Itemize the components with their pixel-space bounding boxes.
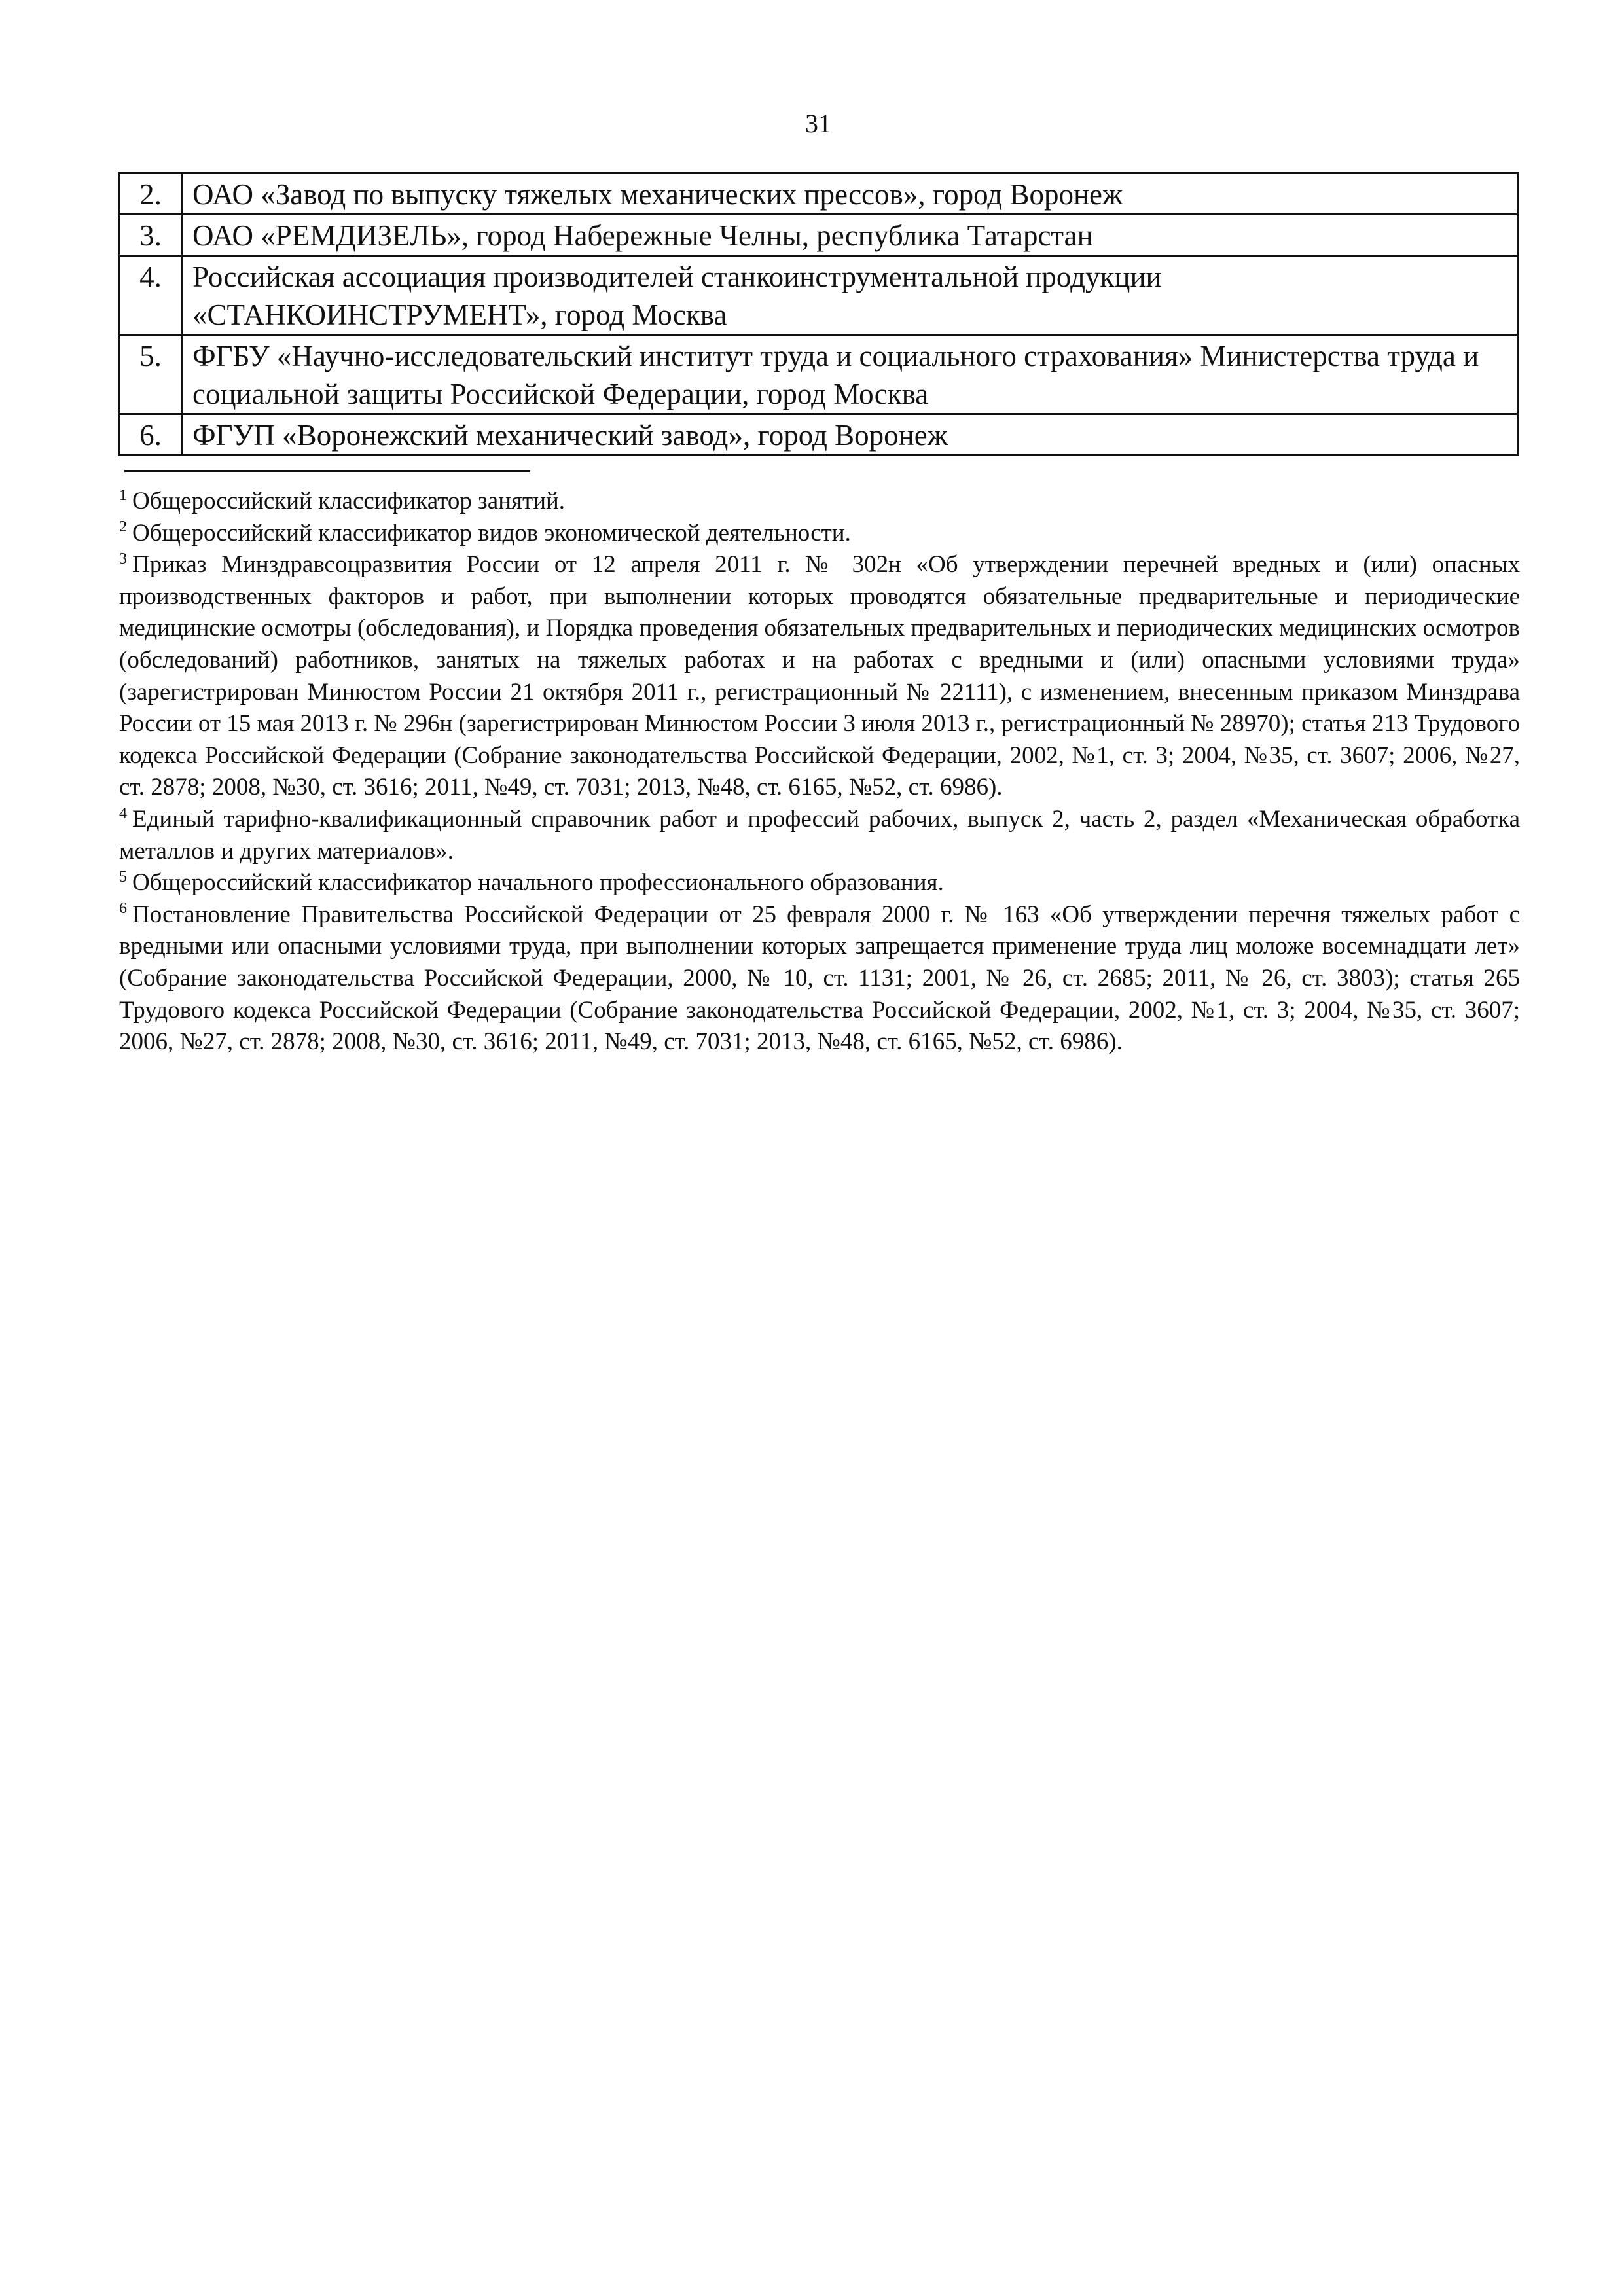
footnote-6 xyxy=(119,899,1520,1058)
footnote-marker: 5 xyxy=(119,868,127,886)
row-text: ФГУП «Воронежский механический завод», город Воронеж xyxy=(183,414,1518,456)
row-text: ОАО «Завод по выпуску тяжелых механических прессов», город Воронеж xyxy=(183,173,1518,215)
footnote-text: Единый тарифно-квалификационный справочник работ и профессий рабочих, выпуск 2, часть 2, раздел «Механическая обработка металлов и других материалов». xyxy=(119,805,1520,865)
row-number: 6. xyxy=(119,414,183,456)
footnote-text: Общероссийский классификатор видов экономической деятельности. xyxy=(132,519,851,547)
table-row xyxy=(119,256,1518,335)
row-text: Российская ассоциация производителей станкоинструментальной продукции «СТАНКОИНСТРУМЕНТ», город Москва xyxy=(183,256,1518,335)
row-number: 2. xyxy=(119,173,183,215)
footnote-marker: 6 xyxy=(119,900,127,918)
table-row xyxy=(119,215,1518,256)
footnote-marker: 4 xyxy=(119,804,127,822)
footnote-separator xyxy=(124,470,530,472)
footnote-text: Постановление Правительства Российской Федерации от 25 февраля 2000 г. № 163 «Об утверждении перечня тяжелых работ с вредными или опасными условиями труда, при выполнении которых запрещается применение труда лиц моложе восемнадцати лет» (Собрание законодательства Российской Федерации, 2000, № 10, ст. 1131; 2001, № 26, ст. 2685; 2011, № 26, ст. 3803); статья 265 Трудового кодекса Российской Федерации (Собрание законодательства Российской Федерации, 2002, №1, ст. 3; 2004, №35, ст. 3607; 2006, №27, ст. 2878; 2008, №30, ст. 3616; 2011, №49, ст. 7031; 2013, №48, ст. 6165, №52, ст. 6986). xyxy=(119,901,1520,1056)
row-text: ФГБУ «Научно-исследовательский институт труда и социального страхования» Министерства труда и социальной защиты Российской Федерации, город Москва xyxy=(183,335,1518,414)
page-number: 31 xyxy=(805,109,831,138)
footnote-2 xyxy=(119,518,1520,550)
footnote-text: Приказ Минздравсоцразвития России от 12 апреля 2011 г. № 302н «Об утверждении перечней вредных и (или) опасных производственных факторов и работ, при выполнении которых проводятся обязательные предварительные и периодические медицинские осмотры (обследования), и Порядка проведения обязательных предварительных и периодических медицинских осмотров (обследований) работников, занятых на тяжелых работах и на работах с вредными и (или) опасными условиями труда» (зарегистрирован Минюстом России 21 октября 2011 г., регистрационный № 22111), с изменением, внесенным приказом Минздрава России от 15 мая 2013 г. № 296н (зарегистрирован Минюстом России 3 июля 2013 г., регистрационный № 28970); статья 213 Трудового кодекса Российской Федерации (Собрание законодательства Российской Федерации, 2002, №1, ст. 3; 2004, №35, ст. 3607; 2006, №27, ст. 2878; 2008, №30, ст. 3616; 2011, №49, ст. 7031; 2013, №48, ст. 6165, №52, ст. 6986). xyxy=(119,551,1520,801)
organizations-table xyxy=(118,172,1519,456)
row-number: 5. xyxy=(119,335,183,414)
row-text: ОАО «РЕМДИЗЕЛЬ», город Набережные Челны, республика Татарстан xyxy=(183,215,1518,256)
footnote-1 xyxy=(119,486,1520,518)
table-row xyxy=(119,173,1518,215)
row-number: 3. xyxy=(119,215,183,256)
footnote-3 xyxy=(119,549,1520,804)
footnotes-section xyxy=(119,486,1520,1058)
table-row xyxy=(119,335,1518,414)
footnote-marker: 1 xyxy=(119,486,127,504)
footnote-text: Общероссийский классификатор начального профессионального образования. xyxy=(132,869,944,897)
footnote-marker: 2 xyxy=(119,518,127,536)
footnote-marker: 3 xyxy=(119,550,127,567)
footnote-5 xyxy=(119,867,1520,899)
footnote-text: Общероссийский классификатор занятий. xyxy=(132,488,566,514)
table-row xyxy=(119,414,1518,456)
row-number: 4. xyxy=(119,256,183,335)
footnote-4 xyxy=(119,804,1520,867)
